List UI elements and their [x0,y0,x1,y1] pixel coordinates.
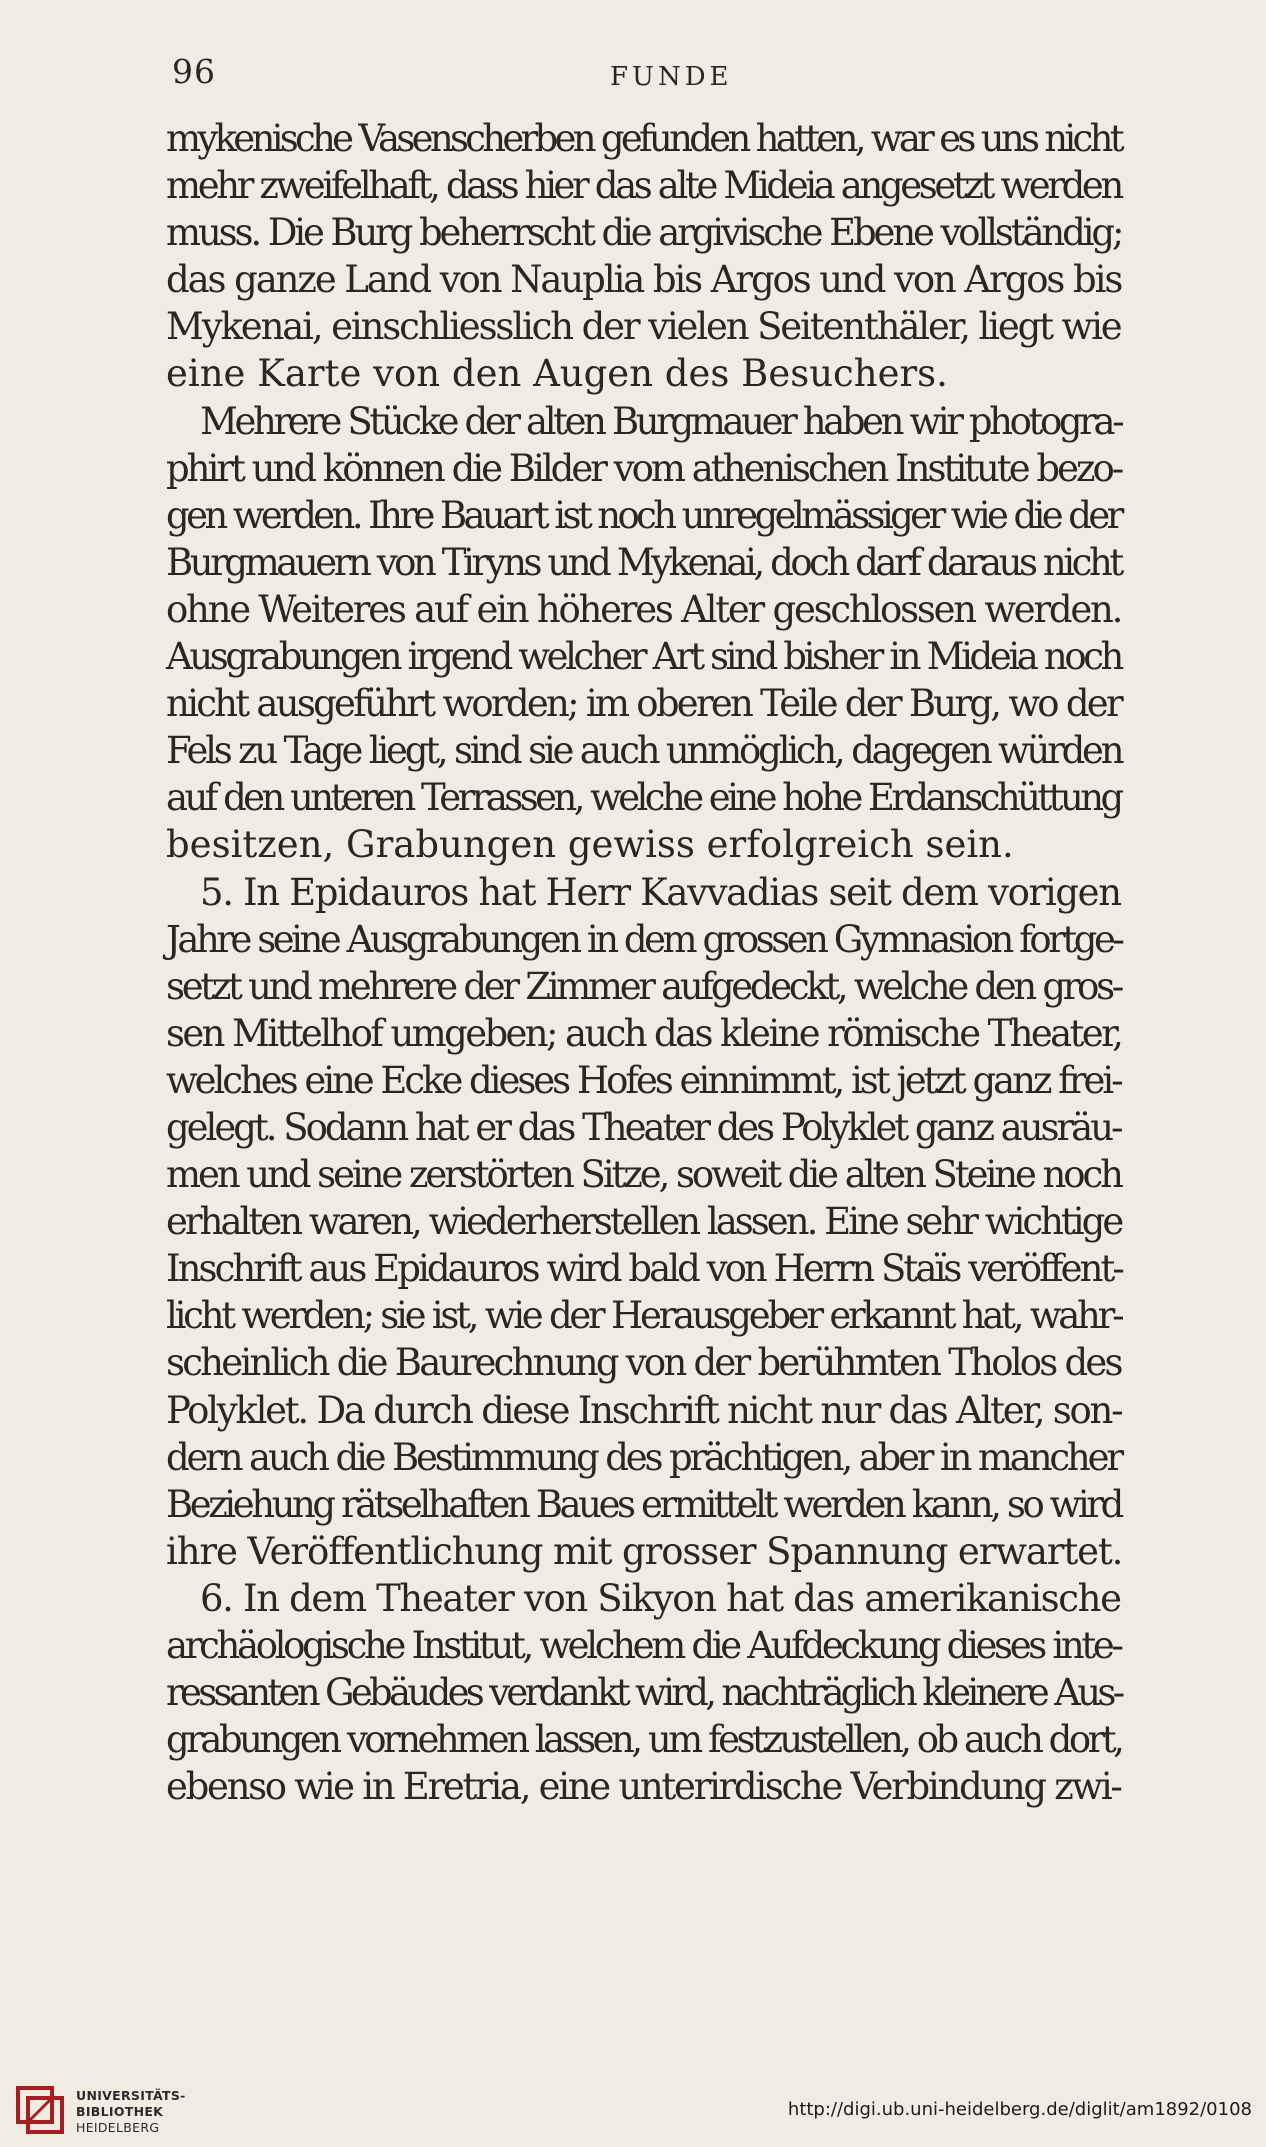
text-line: 6. In dem Theater von Sikyon hat das amerikanische [200,1576,1121,1620]
text-line: Mykenai, einschliesslich der vielen Seitenthäler, liegt wie [166,305,1121,349]
running-title: FUNDE [610,62,733,92]
text-line: Jahre seine Ausgrabungen in dem grossen Gymnasion fortge- [166,917,1122,961]
text-line: mykenische Vasenscherben gefunden hatten, war es uns nicht [166,117,1121,160]
text-line: besitzen, Grabungen gewiss erfolgreich sein. [166,823,1014,867]
text-line: archäologische Institut, welchem die Aufdeckung dieses inte- [166,1624,1121,1667]
text-line: Fels zu Tage liegt, sind sie auch unmöglich, dagegen würden [166,729,1122,773]
text-line: ressanten Gebäudes verdankt wird, nachträglich kleinere Aus- [166,1671,1122,1715]
library-logo-icon [14,2084,66,2136]
page-header [0,0,1266,100]
text-line: erhalten waren, wiederherstellen lassen. Eine sehr wichtige [166,1200,1122,1244]
text-line: scheinlich die Baurechnung von der berühmten Tholos des [166,1341,1121,1385]
text-line: muss. Die Burg beherrscht die argivische Ebene vollständig; [166,211,1122,255]
body-text [166,115,1121,1810]
library-logo [14,2080,186,2140]
text-line: Beziehung rätselhaften Baues ermittelt werden kann, so wird [166,1482,1121,1526]
text-line: setzt und mehrere der Zimmer aufgedeckt, welche den gros- [166,964,1122,1008]
text-line: phirt und können die Bilder vom athenischen Institute bezo- [166,446,1122,490]
text-line: 5. In Epidauros hat Herr Kavvadias seit dem vorigen [200,870,1121,914]
text-line: eine Karte von den Augen des Besuchers. [166,352,948,396]
page-number: 96 [172,52,216,91]
text-line: Mehrere Stücke der alten Burgmauer haben wir photogra- [200,399,1122,443]
text-line: dern auch die Bestimmung des prächtigen, aber in mancher [166,1435,1121,1479]
logo-text-line-2: BIBLIOTHEK [76,2104,164,2119]
text-line: Polyklet. Da durch diese Inschrift nicht nur das Alter, son- [166,1388,1122,1432]
text-line: Burgmauern von Tiryns und Mykenai, doch darf daraus nicht [166,540,1121,584]
text-line: sen Mittelhof umgeben; auch das kleine römische Theater, [166,1011,1122,1055]
text-line: Inschrift aus Epidauros wird bald von Herrn Staïs veröffent- [166,1247,1122,1291]
text-line: welches eine Ecke dieses Hofes einnimmt, ist jetzt ganz frei- [166,1058,1121,1102]
text-line: ihre Veröffentlichung mit grosser Spannung erwartet. [166,1529,1123,1573]
text-line: gen werden. Ihre Bauart ist noch unregelmässiger wie die der [166,493,1121,537]
text-line: nicht ausgeführt worden; im oberen Teile der Burg, wo der [166,682,1121,726]
text-line: gelegt. Sodann hat er das Theater des Polyklet ganz ausräu- [166,1105,1121,1149]
text-line: Ausgrabungen irgend welcher Art sind bisher in Mideia noch [166,635,1122,679]
text-line: men und seine zerstörten Sitze, soweit die alten Steine noch [166,1153,1121,1197]
text-line: ohne Weiteres auf ein höheres Alter geschlossen werden. [166,587,1122,631]
text-line: ebenso wie in Eretria, eine unterirdische Verbindung zwi- [166,1765,1121,1809]
text-line: das ganze Land von Nauplia bis Argos und von Argos bis [166,258,1122,302]
text-line: mehr zweifelhaft, dass hier das alte Mideia angesetzt werden [166,164,1121,208]
text-line: grabungen vornehmen lassen, um festzustellen, ob auch dort, [166,1718,1122,1762]
logo-text-line-1: UNIVERSITÄTS- [76,2088,186,2103]
text-line: auf den unteren Terrassen, welche eine hohe Erdanschüttung [166,776,1121,820]
text-line: licht werden; sie ist, wie der Herausgeber erkannt hat, wahr- [166,1294,1122,1338]
source-url[interactable]: http://digi.ub.uni-heidelberg.de/diglit/am1892/0108 [787,2099,1252,2120]
logo-text-line-3: HEIDELBERG [76,2120,160,2135]
